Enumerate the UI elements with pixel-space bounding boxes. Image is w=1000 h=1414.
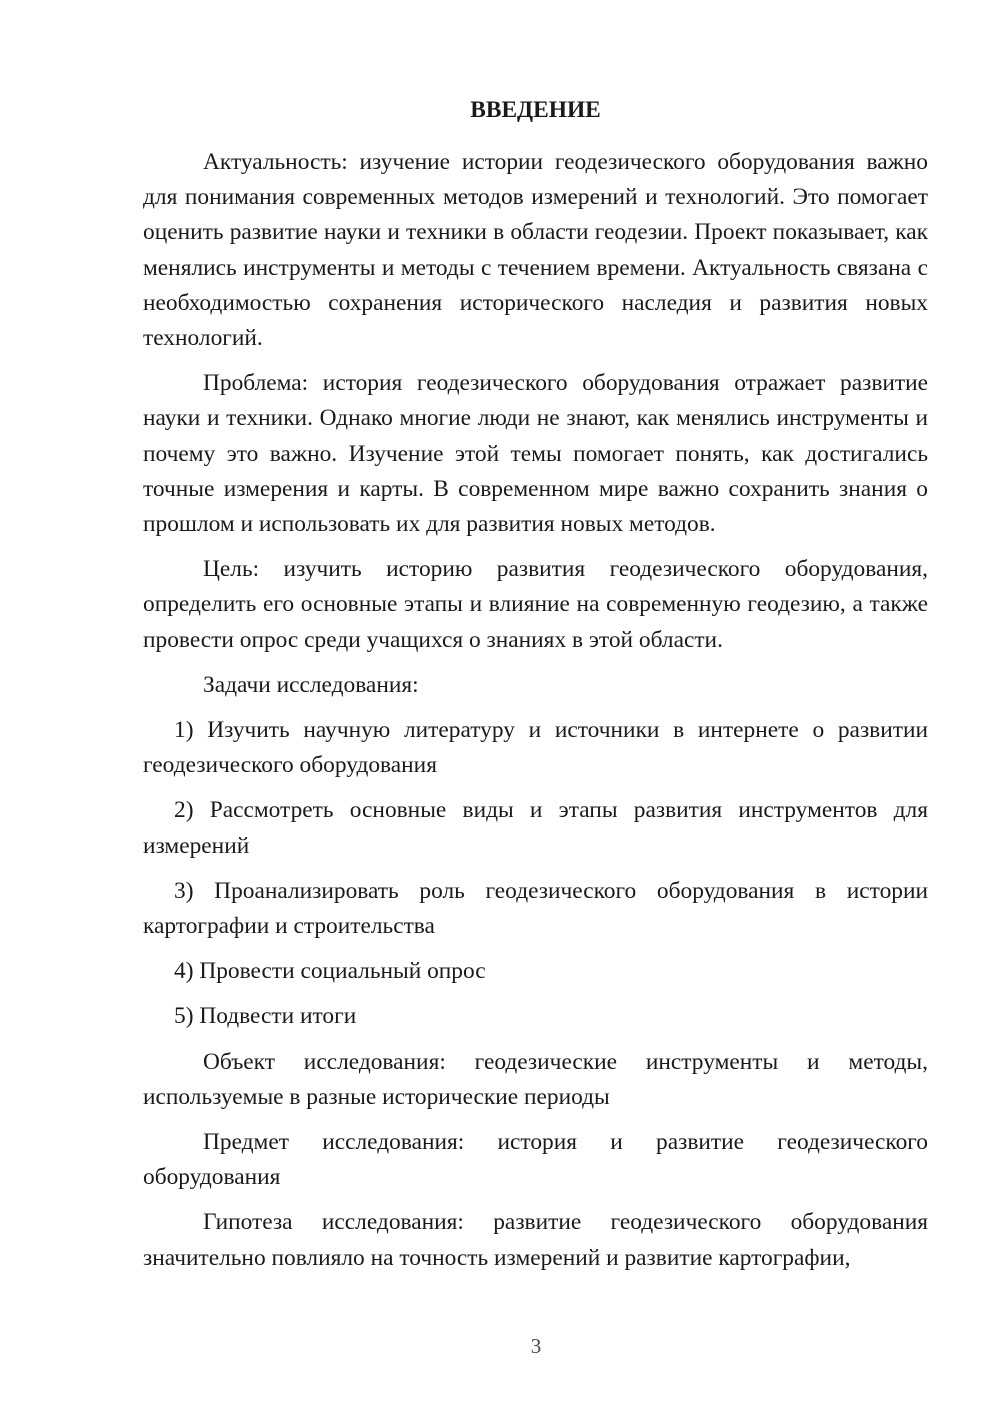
task-item-1: 1) Изучить научную литературу и источники в интернете о развитии геодезического оборудования (143, 717, 928, 779)
paragraph-object: Объект исследования: геодезические инструменты и методы, используемые в разные исторические периоды (143, 1048, 928, 1110)
paragraph-subject: Предмет исследования: история и развитие геодезического оборудования (143, 1129, 928, 1191)
page-number: 3 (530, 1334, 542, 1358)
task-item-5: 5) Подвести итоги (174, 1003, 357, 1030)
page-heading: ВВЕДЕНИЕ (470, 97, 601, 123)
task-item-2: 2) Рассмотреть основные виды и этапы развития инструментов для измерений (143, 797, 928, 859)
paragraph-relevance: Актуальность: изучение истории геодезического оборудования важно для понимания современных методов измерений и технологий. Это помогает оценить развитие науки и техники в области геодезии. Проект показывает, как менялись инструменты и методы с течением времени. Актуальность связана с необходимостью сохранения исторического наследия и развития новых технологий. (143, 149, 928, 352)
task-item-3: 3) Проанализировать роль геодезического оборудования в истории картографии и строительства (143, 877, 928, 940)
document-page (143, 96, 928, 1286)
paragraph-tasks-heading: Задачи исследования: (203, 671, 419, 698)
paragraph-hypothesis: Гипотеза исследования: развитие геодезического оборудования значительно повлияло на точность измерений и развитие картографии, (143, 1209, 928, 1271)
task-item-4: 4) Провести социальный опрос (174, 958, 486, 985)
paragraph-goal: Цель: изучить историю развития геодезического оборудования, определить его основные этапы и влияние на современную геодезию, а также провести опрос среди учащихся о знаниях в этой области. (143, 556, 928, 653)
paragraph-problem: Проблема: история геодезического оборудования отражает развитие науки и техники. Однако многие люди не знают, как менялись инструменты и почему это важно. Изучение этой темы помогает понять, как достигались точные измерения и карты. В современном мире важно сохранить знания о прошлом и использовать их для развития новых методов. (143, 370, 928, 538)
